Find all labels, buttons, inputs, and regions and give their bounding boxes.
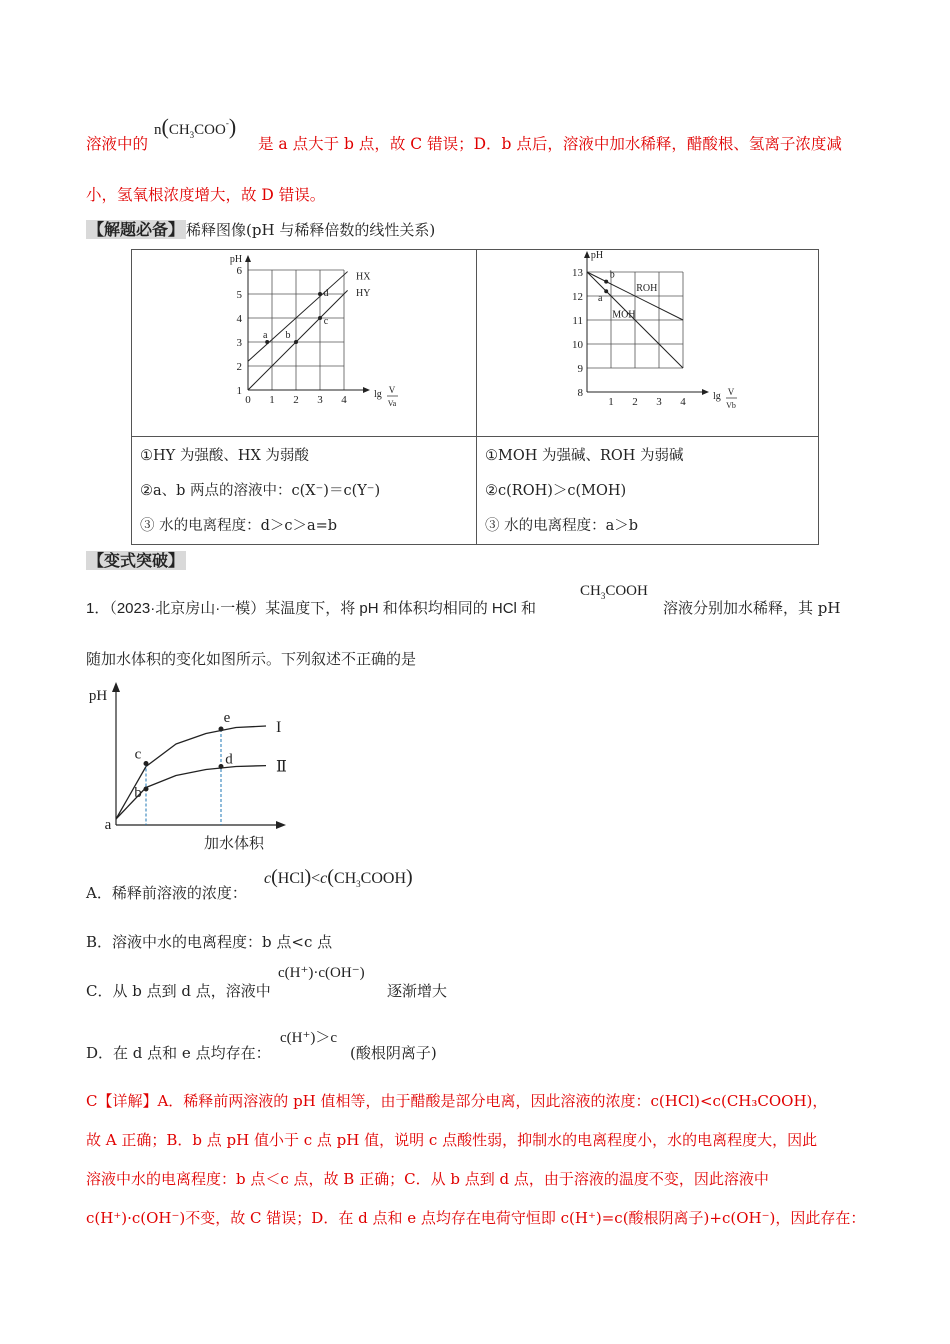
x-tick-1: 1 <box>269 394 275 406</box>
option-c-post: 逐渐增大 <box>387 982 448 1000</box>
x-axis-label-lg: lg <box>374 389 382 400</box>
x-tick-4: 4 <box>341 394 347 406</box>
answer-line4: c(H⁺)·c(OH⁻)不变，故 C 错误；D．在 d 点和 e 点均存在电荷守恒即 c(H⁺)=c(酸根阴离子)+c(OH⁻)，因此存在： <box>86 1209 866 1227</box>
x-tick-3: 3 <box>317 394 323 406</box>
section-header: 【解题必备】 <box>88 220 185 239</box>
option-c-expr: c(H⁺)·c(OH⁻) <box>278 965 365 981</box>
point-a <box>604 289 608 293</box>
series-label-HX: HX <box>356 271 371 283</box>
x-tick-2: 2 <box>293 394 299 406</box>
acid-note-3: ③ 水的电离程度：d＞c＞a=b <box>140 518 338 534</box>
point-label-a: a <box>597 293 603 305</box>
x-tick-1: 1 <box>608 396 614 408</box>
x-axis-label-num: V <box>388 385 396 395</box>
expr-n-ch3coo: $n(CH_3COO^-)$ <box>154 114 237 140</box>
top-line1-pre: 溶液中的 <box>86 135 149 153</box>
x-axis-label-den: Vb <box>726 401 736 410</box>
x-axis-arrow <box>363 387 370 393</box>
answer-line3: 溶液中水的电离程度：b 点＜c 点，故 B 正确；C．从 b 点到 d 点，由于溶液的温度不变，因此溶液中 <box>86 1170 769 1188</box>
option-c[interactable] <box>86 980 271 1001</box>
question-line2: 随加水体积的变化如图所示。下列叙述不正确的是 <box>86 650 417 668</box>
option-b[interactable]: B．溶液中水的电离程度：b 点<c 点 <box>86 933 333 951</box>
y-tick-12: 12 <box>572 291 583 303</box>
notes-cell-acid <box>132 437 477 545</box>
question-after: 溶液分别加水稀释，其 pH <box>663 599 841 617</box>
x-tick-4: 4 <box>680 396 686 408</box>
y-tick-11: 11 <box>572 315 583 327</box>
y-tick-6: 6 <box>236 265 242 277</box>
section-solve-prep <box>86 217 435 240</box>
x-axis-label-den: Va <box>387 399 397 408</box>
option-c-label: C．从 b 点到 d 点，溶液中 <box>86 982 271 1000</box>
y-axis-arrow <box>112 682 120 692</box>
option-d[interactable] <box>86 1042 271 1063</box>
answer-line2: 故 A 正确；B．b 点 pH 值小于 c 点 pH 值，说明 c 点酸性弱，抑制水的电离程度小，水的电离程度大，因此 <box>86 1131 818 1149</box>
option-a[interactable] <box>86 882 247 903</box>
answer-line1: C【详解】A．稀释前两溶液的 pH 值相等，由于醋酸是部分电离，因此溶液的浓度：c(HCl)<c(CH₃COOH)， <box>86 1092 828 1110</box>
question-line1 <box>86 597 536 618</box>
base-note-3: ③ 水的电离程度：a＞b <box>485 518 639 534</box>
point-label-a: a <box>104 817 112 833</box>
x-axis-arrow <box>702 389 709 395</box>
y-axis-arrow <box>584 251 590 258</box>
series-line-HX <box>248 272 348 362</box>
point-label-b: b <box>285 330 291 341</box>
option-d-post: (酸根阴离子) <box>350 1044 437 1062</box>
top-line2: 小，氢氧根浓度增大，故 D 错误。 <box>86 186 326 204</box>
point-label-c: c <box>134 746 142 763</box>
series-label-ROH: ROH <box>636 283 658 295</box>
series-label-I: I <box>276 719 282 736</box>
acid-dilution-chart <box>222 250 397 420</box>
section2-header: 【变式突破】 <box>88 551 185 570</box>
x-axis-label-lg: lg <box>713 391 721 402</box>
acid-note-2: ②a、b 两点的溶液中：c(X⁻)＝c(Y⁻) <box>140 483 381 499</box>
option-d-expr: c(H⁺)＞c <box>280 1030 338 1046</box>
y-tick-3: 3 <box>236 337 242 349</box>
point-b <box>294 340 298 344</box>
point-c <box>318 316 322 320</box>
question-dilution-chart <box>82 680 292 858</box>
point-label-a: a <box>262 330 268 341</box>
y-axis-label: pH <box>229 254 243 265</box>
point-d <box>318 292 322 296</box>
option-d-label: D．在 d 点和 e 点均存在： <box>86 1044 271 1062</box>
y-axis-label: pH <box>88 688 108 704</box>
y-tick-4: 4 <box>236 313 242 325</box>
series-label-II: Ⅱ <box>276 758 287 776</box>
y-tick-2: 2 <box>236 361 242 373</box>
y-axis-label: pH <box>590 250 604 261</box>
point-label-d: d <box>323 288 329 299</box>
notes-cell-base <box>477 437 819 545</box>
y-tick-9: 9 <box>577 363 583 375</box>
point-label-e: e <box>223 710 231 726</box>
y-tick-10: 10 <box>572 339 583 351</box>
base-note-2: ②c(ROH)＞c(MOH) <box>485 483 627 499</box>
y-tick-5: 5 <box>236 289 242 301</box>
x-tick-3: 3 <box>656 396 662 408</box>
point-d <box>219 764 224 769</box>
series-label-MOH: MOH <box>612 309 636 321</box>
x-axis-label-num: V <box>727 387 735 397</box>
section-variant <box>86 548 186 571</box>
acid-note-1: ①HY 为强酸、HX 为弱酸 <box>140 448 309 464</box>
top-line1-post: 是 a 点大于 b 点，故 C 错误；D．b 点后，溶液中加水稀释，醋酸根、氢离子浓度减 <box>258 135 842 153</box>
y-tick-1: 1 <box>236 385 242 397</box>
point-b <box>144 787 149 792</box>
formula-ch3cooh: $CH_3COOH$ <box>580 583 648 601</box>
x-tick-0: 0 <box>245 394 251 406</box>
x-axis-label: 加水体积 <box>203 836 265 852</box>
point-label-d: d <box>225 751 233 768</box>
section-title: 稀释图像(pH 与稀释倍数的线性关系) <box>186 221 436 239</box>
x-axis-arrow <box>276 821 286 829</box>
point-b <box>604 280 608 284</box>
point-e <box>219 727 224 732</box>
series-label-HY: HY <box>356 288 371 299</box>
y-axis-arrow <box>245 255 251 262</box>
point-c <box>144 761 149 766</box>
y-tick-13: 13 <box>572 267 583 279</box>
base-note-1: ①MOH 为强碱、ROH 为弱碱 <box>485 448 684 464</box>
x-tick-2: 2 <box>632 396 638 408</box>
question-source: （2023·北京房山·一模）某温度下，将 pH 和体积均相同的 HCl 和 <box>109 600 537 617</box>
base-dilution-chart <box>565 248 735 420</box>
question-number: 1． <box>86 600 110 617</box>
option-a-expr: $c(HCl)<c(CH_3COOH)$ <box>264 866 413 889</box>
point-label-c: c <box>323 316 329 327</box>
y-tick-8: 8 <box>577 387 583 399</box>
point-label-b: b <box>609 269 615 281</box>
option-a-label: A．稀释前溶液的浓度： <box>86 884 247 902</box>
point-label-b: b <box>134 785 142 801</box>
